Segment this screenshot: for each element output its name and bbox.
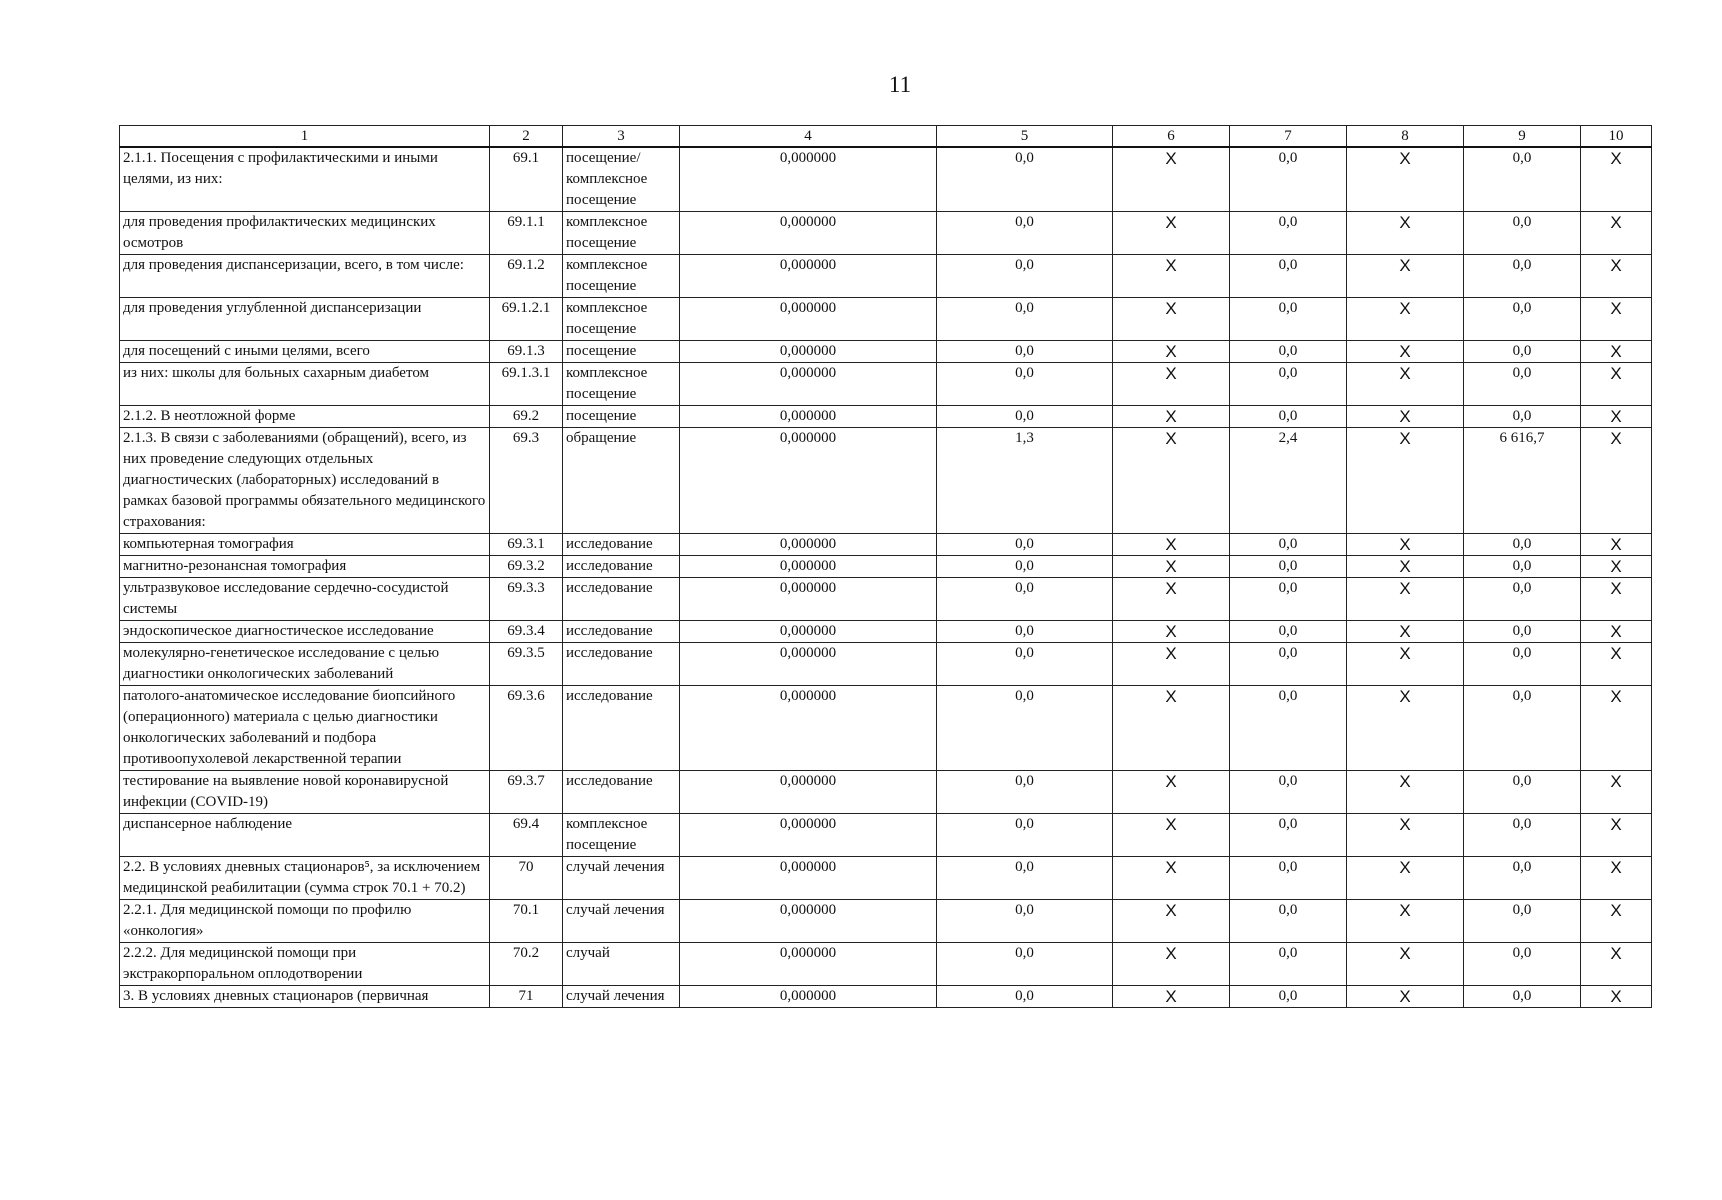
table-row — [120, 771, 1652, 814]
column-header: 7 — [1230, 126, 1347, 148]
value-cell-5: 0,0 — [937, 771, 1113, 814]
value-cell-6: X — [1113, 578, 1230, 621]
value-cell-7: 0,0 — [1230, 341, 1347, 363]
value-cell-7: 0,0 — [1230, 298, 1347, 341]
value-cell-7: 0,0 — [1230, 857, 1347, 900]
value-cell-8: X — [1347, 621, 1464, 643]
row-name-cell: 3. В условиях дневных стационаров (первичная — [120, 986, 490, 1008]
value-cell-8: X — [1347, 814, 1464, 857]
value-cell-7: 0,0 — [1230, 534, 1347, 556]
value-cell-5: 0,0 — [937, 255, 1113, 298]
value-cell-9: 0,0 — [1464, 986, 1581, 1008]
table-row — [120, 255, 1652, 298]
unit-cell: случай лечения — [563, 986, 680, 1008]
row-name-cell: для проведения диспансеризации, всего, в том числе: — [120, 255, 490, 298]
table-row — [120, 363, 1652, 406]
value-cell-5: 0,0 — [937, 643, 1113, 686]
value-cell-4: 0,000000 — [680, 900, 937, 943]
value-cell-9: 0,0 — [1464, 298, 1581, 341]
value-cell-4: 0,000000 — [680, 406, 937, 428]
row-code-cell: 70.2 — [490, 943, 563, 986]
value-cell-10: X — [1581, 534, 1652, 556]
table-row — [120, 556, 1652, 578]
value-cell-9: 0,0 — [1464, 943, 1581, 986]
value-cell-9: 6 616,7 — [1464, 428, 1581, 534]
value-cell-9: 0,0 — [1464, 147, 1581, 212]
unit-cell: исследование — [563, 534, 680, 556]
table-row — [120, 686, 1652, 771]
table-header-row — [120, 126, 1652, 148]
value-cell-4: 0,000000 — [680, 147, 937, 212]
table-row — [120, 147, 1652, 212]
row-name-cell: магнитно-резонансная томография — [120, 556, 490, 578]
value-cell-9: 0,0 — [1464, 341, 1581, 363]
value-cell-4: 0,000000 — [680, 534, 937, 556]
row-name-cell: 2.2. В условиях дневных стационаров⁵, за исключением медицинской реабилитации (сумма строк 70.1 + 70.2) — [120, 857, 490, 900]
row-code-cell: 69.1.3.1 — [490, 363, 563, 406]
value-cell-5: 0,0 — [937, 534, 1113, 556]
value-cell-10: X — [1581, 643, 1652, 686]
value-cell-10: X — [1581, 771, 1652, 814]
table-row — [120, 643, 1652, 686]
value-cell-7: 0,0 — [1230, 578, 1347, 621]
value-cell-10: X — [1581, 255, 1652, 298]
value-cell-4: 0,000000 — [680, 363, 937, 406]
value-cell-10: X — [1581, 428, 1652, 534]
value-cell-8: X — [1347, 363, 1464, 406]
value-cell-10: X — [1581, 578, 1652, 621]
value-cell-7: 0,0 — [1230, 255, 1347, 298]
value-cell-5: 0,0 — [937, 212, 1113, 255]
unit-cell: посещение — [563, 341, 680, 363]
value-cell-5: 0,0 — [937, 686, 1113, 771]
unit-cell: комплексное посещение — [563, 212, 680, 255]
value-cell-9: 0,0 — [1464, 686, 1581, 771]
value-cell-10: X — [1581, 943, 1652, 986]
value-cell-9: 0,0 — [1464, 534, 1581, 556]
table-row — [120, 986, 1652, 1008]
value-cell-7: 0,0 — [1230, 212, 1347, 255]
value-cell-6: X — [1113, 363, 1230, 406]
value-cell-8: X — [1347, 578, 1464, 621]
value-cell-5: 0,0 — [937, 406, 1113, 428]
unit-cell: исследование — [563, 771, 680, 814]
data-table — [119, 125, 1652, 1008]
value-cell-6: X — [1113, 857, 1230, 900]
unit-cell: комплексное посещение — [563, 298, 680, 341]
value-cell-4: 0,000000 — [680, 814, 937, 857]
value-cell-6: X — [1113, 643, 1230, 686]
value-cell-6: X — [1113, 341, 1230, 363]
value-cell-7: 2,4 — [1230, 428, 1347, 534]
row-code-cell: 69.3.1 — [490, 534, 563, 556]
value-cell-7: 0,0 — [1230, 943, 1347, 986]
value-cell-6: X — [1113, 900, 1230, 943]
value-cell-8: X — [1347, 643, 1464, 686]
value-cell-9: 0,0 — [1464, 900, 1581, 943]
row-code-cell: 69.4 — [490, 814, 563, 857]
value-cell-9: 0,0 — [1464, 857, 1581, 900]
row-code-cell: 69.1.1 — [490, 212, 563, 255]
row-code-cell: 69.1.2 — [490, 255, 563, 298]
value-cell-6: X — [1113, 534, 1230, 556]
value-cell-8: X — [1347, 212, 1464, 255]
value-cell-8: X — [1347, 341, 1464, 363]
value-cell-6: X — [1113, 986, 1230, 1008]
value-cell-4: 0,000000 — [680, 643, 937, 686]
value-cell-6: X — [1113, 147, 1230, 212]
value-cell-6: X — [1113, 621, 1230, 643]
value-cell-5: 0,0 — [937, 943, 1113, 986]
column-header: 1 — [120, 126, 490, 148]
value-cell-6: X — [1113, 212, 1230, 255]
value-cell-10: X — [1581, 212, 1652, 255]
value-cell-8: X — [1347, 943, 1464, 986]
row-code-cell: 69.3.2 — [490, 556, 563, 578]
row-name-cell: тестирование на выявление новой коронавирусной инфекции (COVID-19) — [120, 771, 490, 814]
row-name-cell: молекулярно-генетическое исследование с целью диагностики онкологических заболеваний — [120, 643, 490, 686]
row-name-cell: ультразвуковое исследование сердечно-сосудистой системы — [120, 578, 490, 621]
value-cell-6: X — [1113, 406, 1230, 428]
table-row — [120, 943, 1652, 986]
unit-cell: случай — [563, 943, 680, 986]
row-code-cell: 70.1 — [490, 900, 563, 943]
value-cell-4: 0,000000 — [680, 771, 937, 814]
row-name-cell: диспансерное наблюдение — [120, 814, 490, 857]
value-cell-10: X — [1581, 814, 1652, 857]
row-name-cell: 2.1.3. В связи с заболеваниями (обращений), всего, из них проведение следующих отдельных диагностических (лабораторных) исследований в рамках базовой программы обязательного медицинского страхования: — [120, 428, 490, 534]
value-cell-9: 0,0 — [1464, 255, 1581, 298]
value-cell-4: 0,000000 — [680, 621, 937, 643]
value-cell-4: 0,000000 — [680, 341, 937, 363]
value-cell-6: X — [1113, 771, 1230, 814]
value-cell-8: X — [1347, 857, 1464, 900]
row-name-cell: из них: школы для больных сахарным диабетом — [120, 363, 490, 406]
value-cell-10: X — [1581, 621, 1652, 643]
row-code-cell: 70 — [490, 857, 563, 900]
unit-cell: исследование — [563, 556, 680, 578]
value-cell-6: X — [1113, 428, 1230, 534]
value-cell-4: 0,000000 — [680, 578, 937, 621]
value-cell-7: 0,0 — [1230, 814, 1347, 857]
value-cell-7: 0,0 — [1230, 686, 1347, 771]
value-cell-8: X — [1347, 534, 1464, 556]
value-cell-4: 0,000000 — [680, 857, 937, 900]
unit-cell: комплексное посещение — [563, 814, 680, 857]
value-cell-9: 0,0 — [1464, 771, 1581, 814]
value-cell-6: X — [1113, 556, 1230, 578]
value-cell-10: X — [1581, 147, 1652, 212]
value-cell-7: 0,0 — [1230, 900, 1347, 943]
unit-cell: посещение/ комплексное посещение — [563, 147, 680, 212]
value-cell-4: 0,000000 — [680, 255, 937, 298]
table-row — [120, 428, 1652, 534]
row-name-cell: патолого-анатомическое исследование биопсийного (операционного) материала с целью диагностики онкологических заболеваний и подбора противоопухолевой лекарственной терапии — [120, 686, 490, 771]
value-cell-9: 0,0 — [1464, 578, 1581, 621]
value-cell-4: 0,000000 — [680, 556, 937, 578]
value-cell-6: X — [1113, 298, 1230, 341]
value-cell-5: 0,0 — [937, 621, 1113, 643]
value-cell-10: X — [1581, 298, 1652, 341]
column-header: 10 — [1581, 126, 1652, 148]
table-row — [120, 578, 1652, 621]
unit-cell: комплексное посещение — [563, 363, 680, 406]
value-cell-9: 0,0 — [1464, 814, 1581, 857]
row-code-cell: 69.1 — [490, 147, 563, 212]
value-cell-5: 0,0 — [937, 341, 1113, 363]
value-cell-7: 0,0 — [1230, 621, 1347, 643]
value-cell-9: 0,0 — [1464, 406, 1581, 428]
table-row — [120, 900, 1652, 943]
row-name-cell: 2.1.1. Посещения с профилактическими и иными целями, из них: — [120, 147, 490, 212]
value-cell-5: 0,0 — [937, 986, 1113, 1008]
value-cell-10: X — [1581, 341, 1652, 363]
value-cell-7: 0,0 — [1230, 643, 1347, 686]
unit-cell: комплексное посещение — [563, 255, 680, 298]
column-header: 3 — [563, 126, 680, 148]
value-cell-6: X — [1113, 814, 1230, 857]
value-cell-8: X — [1347, 147, 1464, 212]
value-cell-8: X — [1347, 686, 1464, 771]
value-cell-4: 0,000000 — [680, 298, 937, 341]
page-number: 11 — [888, 72, 912, 97]
value-cell-5: 0,0 — [937, 298, 1113, 341]
value-cell-9: 0,0 — [1464, 643, 1581, 686]
row-code-cell: 69.3.4 — [490, 621, 563, 643]
value-cell-9: 0,0 — [1464, 621, 1581, 643]
row-code-cell: 69.3.3 — [490, 578, 563, 621]
row-name-cell: для проведения углубленной диспансеризации — [120, 298, 490, 341]
row-name-cell: эндоскопическое диагностическое исследование — [120, 621, 490, 643]
unit-cell: случай лечения — [563, 857, 680, 900]
value-cell-7: 0,0 — [1230, 771, 1347, 814]
value-cell-8: X — [1347, 556, 1464, 578]
value-cell-5: 1,3 — [937, 428, 1113, 534]
value-cell-5: 0,0 — [937, 900, 1113, 943]
value-cell-4: 0,000000 — [680, 212, 937, 255]
value-cell-9: 0,0 — [1464, 363, 1581, 406]
row-code-cell: 69.3.5 — [490, 643, 563, 686]
table-row — [120, 814, 1652, 857]
row-code-cell: 69.3.6 — [490, 686, 563, 771]
table-row — [120, 298, 1652, 341]
table-row — [120, 212, 1652, 255]
unit-cell: обращение — [563, 428, 680, 534]
value-cell-5: 0,0 — [937, 857, 1113, 900]
value-cell-4: 0,000000 — [680, 428, 937, 534]
row-code-cell: 69.1.3 — [490, 341, 563, 363]
value-cell-4: 0,000000 — [680, 943, 937, 986]
value-cell-6: X — [1113, 686, 1230, 771]
value-cell-8: X — [1347, 986, 1464, 1008]
row-code-cell: 69.3 — [490, 428, 563, 534]
value-cell-10: X — [1581, 686, 1652, 771]
value-cell-7: 0,0 — [1230, 406, 1347, 428]
value-cell-6: X — [1113, 943, 1230, 986]
value-cell-8: X — [1347, 900, 1464, 943]
unit-cell: исследование — [563, 686, 680, 771]
value-cell-8: X — [1347, 255, 1464, 298]
row-name-cell: 2.1.2. В неотложной форме — [120, 406, 490, 428]
row-code-cell: 71 — [490, 986, 563, 1008]
unit-cell: исследование — [563, 643, 680, 686]
row-name-cell: 2.2.1. Для медицинской помощи по профилю «онкология» — [120, 900, 490, 943]
value-cell-10: X — [1581, 900, 1652, 943]
row-code-cell: 69.3.7 — [490, 771, 563, 814]
value-cell-10: X — [1581, 406, 1652, 428]
row-name-cell: 2.2.2. Для медицинской помощи при экстракорпоральном оплодотворении — [120, 943, 490, 986]
row-code-cell: 69.2 — [490, 406, 563, 428]
value-cell-10: X — [1581, 363, 1652, 406]
table-row — [120, 621, 1652, 643]
value-cell-6: X — [1113, 255, 1230, 298]
value-cell-8: X — [1347, 428, 1464, 534]
value-cell-7: 0,0 — [1230, 556, 1347, 578]
row-code-cell: 69.1.2.1 — [490, 298, 563, 341]
row-name-cell: компьютерная томография — [120, 534, 490, 556]
column-header: 4 — [680, 126, 937, 148]
unit-cell: исследование — [563, 621, 680, 643]
value-cell-10: X — [1581, 857, 1652, 900]
value-cell-9: 0,0 — [1464, 212, 1581, 255]
value-cell-10: X — [1581, 986, 1652, 1008]
value-cell-4: 0,000000 — [680, 986, 937, 1008]
unit-cell: посещение — [563, 406, 680, 428]
value-cell-8: X — [1347, 298, 1464, 341]
unit-cell: случай лечения — [563, 900, 680, 943]
value-cell-8: X — [1347, 406, 1464, 428]
value-cell-10: X — [1581, 556, 1652, 578]
value-cell-5: 0,0 — [937, 814, 1113, 857]
value-cell-7: 0,0 — [1230, 363, 1347, 406]
column-header: 2 — [490, 126, 563, 148]
value-cell-9: 0,0 — [1464, 556, 1581, 578]
column-header: 8 — [1347, 126, 1464, 148]
value-cell-5: 0,0 — [937, 578, 1113, 621]
value-cell-7: 0,0 — [1230, 147, 1347, 212]
value-cell-4: 0,000000 — [680, 686, 937, 771]
table-row — [120, 341, 1652, 363]
column-header: 6 — [1113, 126, 1230, 148]
value-cell-5: 0,0 — [937, 147, 1113, 212]
table-row — [120, 534, 1652, 556]
value-cell-5: 0,0 — [937, 363, 1113, 406]
row-name-cell: для посещений с иными целями, всего — [120, 341, 490, 363]
column-header: 5 — [937, 126, 1113, 148]
unit-cell: исследование — [563, 578, 680, 621]
column-header: 9 — [1464, 126, 1581, 148]
value-cell-5: 0,0 — [937, 556, 1113, 578]
row-name-cell: для проведения профилактических медицинских осмотров — [120, 212, 490, 255]
table-row — [120, 857, 1652, 900]
value-cell-7: 0,0 — [1230, 986, 1347, 1008]
table-row — [120, 406, 1652, 428]
value-cell-8: X — [1347, 771, 1464, 814]
